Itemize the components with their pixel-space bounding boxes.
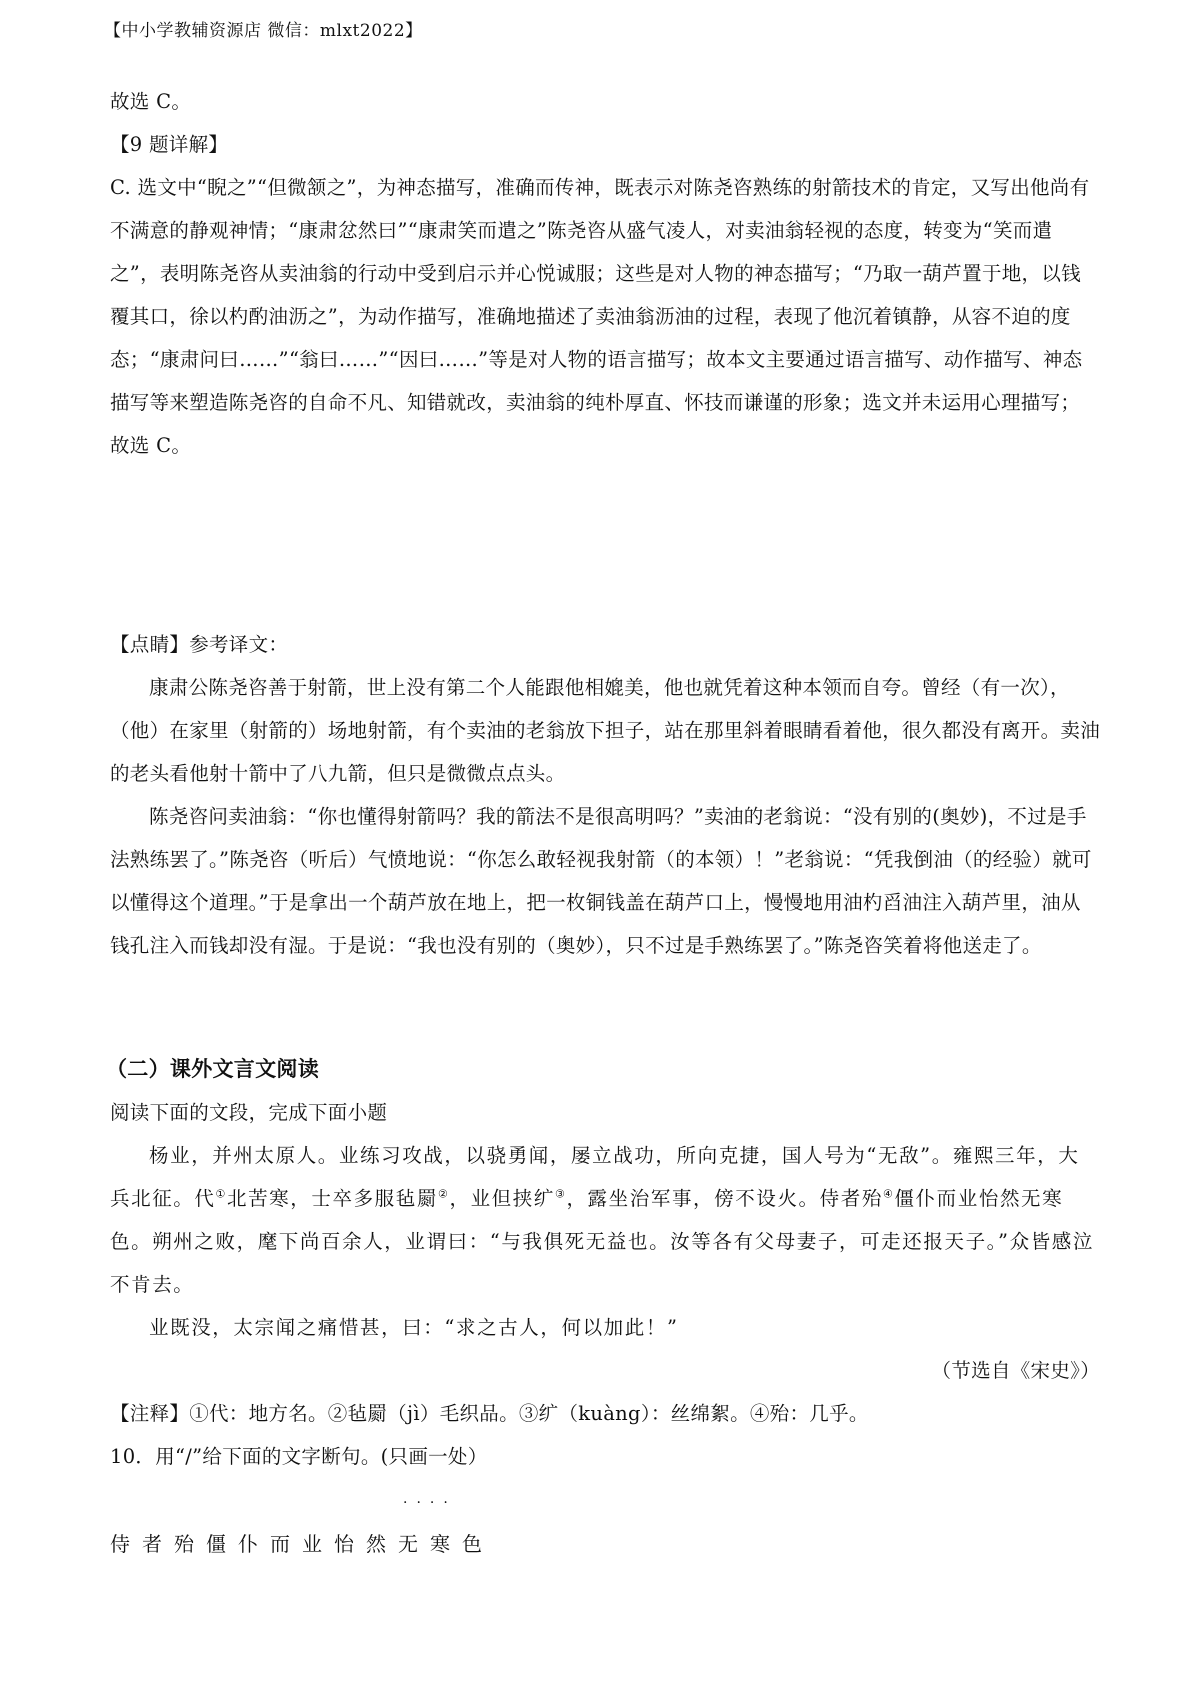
translation-paragraph-2: 陈尧咨问卖油翁：“你也懂得射箭吗？我的箭法不是很高明吗？”卖油的老翁说：“没有别的(奥妙)，不过是手法熟练罢了。”陈尧咨（听后）气愤地说：“你怎么敢轻视我射箭（的本领）！”老翁说：“凭我倒油（的经验）就可以懂得这个道理。”于是拿出一个葫芦放在地上，把一枚铜钱盖在葫芦口上，慢慢地用油杓舀油注入葫芦里，油从钱孔注入而钱却没有湿。于是说：“我也没有别的（奥妙），只不过是手熟练罢了。”陈尧咨笑着将他送走了。 — [110, 805, 1092, 957]
translation-paragraph-1: 康肃公陈尧咨善于射箭，世上没有第二个人能跟他相媲美，他也就凭着这种本领而自夸。曾经（有一次），（他）在家里（射箭的）场地射箭，有个卖油的老翁放下担子，站在那里斜着眼睛看着他，很久都没有离开。卖油的老头看他射十箭中了八九箭，但只是微微点点头。 — [110, 676, 1101, 785]
question-9-explanation: C. 选文中“睨之”“但微颔之”，为神态描写，准确而传神，既表示对陈尧咨熟练的射箭技术的肯定，又写出他尚有不满意的静观神情；“康肃忿然曰”“康肃笑而遣之”陈尧咨从盛气凌人，对卖油翁轻视的态度，转变为“笑而遣之”，表明陈尧咨从卖油翁的行动中受到启示并心悦诚服；这些是对人物的神态描写；“乃取一葫芦置于地，以钱覆其口，徐以杓酌油沥之”，为动作描写，准确地描述了卖油翁沥油的过程，表现了他沉着镇静，从容不迫的度态；“康肃问曰……”“翁曰……”“因曰……”等是对人物的语言描写；故本文主要通过语言描写、动作描写、神态描写等来塑造陈尧咨的自命不凡、知错就改，卖油翁的纯朴厚直、怀技而谦谨的形象；选文并未运用心理描写； — [110, 176, 1090, 414]
sentence-to-punctuate: 侍者殆僵仆而业怡然无寒色 — [110, 1532, 494, 1556]
note-marker-4: ④ — [882, 1187, 895, 1201]
section-2 — [106, 1048, 1100, 1478]
translation-heading: 【点睛】参考译文： — [110, 633, 289, 656]
reading-instruction: 阅读下面的文段，完成下面小题 — [110, 1101, 388, 1124]
classical-text-paragraph-1: 杨业，并州太原人。业练习攻战，以骁勇闻，屡立战功，所向克捷，国人号为“无敌”。雍熙三年，大兵北征。代①北苦寒，士卒多服毡罽②，业但挟纩③，露坐治军事，傍不设火。侍者殆④僵仆而业怡然无寒色。朔州之败，麾下尚百余人，业谓曰：“与我俱死无益也。汝等各有父母妻子，可走还报天子。”众皆感泣不肯去。 — [110, 1144, 1094, 1296]
section-title: （二）课外文言文阅读 — [106, 1057, 319, 1081]
note-marker-3: ③ — [554, 1187, 567, 1201]
text-source: （节选自《宋史》） — [931, 1359, 1100, 1382]
question-9-heading: 【9 题详解】 — [110, 133, 229, 156]
answer-conclusion: 故选 C。 — [110, 90, 192, 113]
annotations: 【注释】①代：地方名。②毡罽（jì）毛织品。③纩（kuàng）：丝绵絮。④殆：几乎。 — [110, 1402, 869, 1425]
note-marker-2: ② — [438, 1187, 450, 1201]
translation-block — [110, 623, 1100, 967]
answer-conclusion-2: 故选 C。 — [110, 434, 192, 457]
answer-block — [110, 80, 1100, 467]
note-marker-1: ① — [215, 1187, 227, 1201]
emphasis-dots: ···· — [403, 1495, 457, 1511]
question-10: 10．用“/”给下面的文字断句。(只画一处） — [110, 1445, 488, 1468]
page-header: 【中小学教辅资源店 微信：mlxt2022】 — [104, 21, 423, 41]
classical-text-paragraph-2: 业既没，太宗闻之痛惜甚，曰：“求之古人，何以加此！” — [149, 1316, 679, 1339]
